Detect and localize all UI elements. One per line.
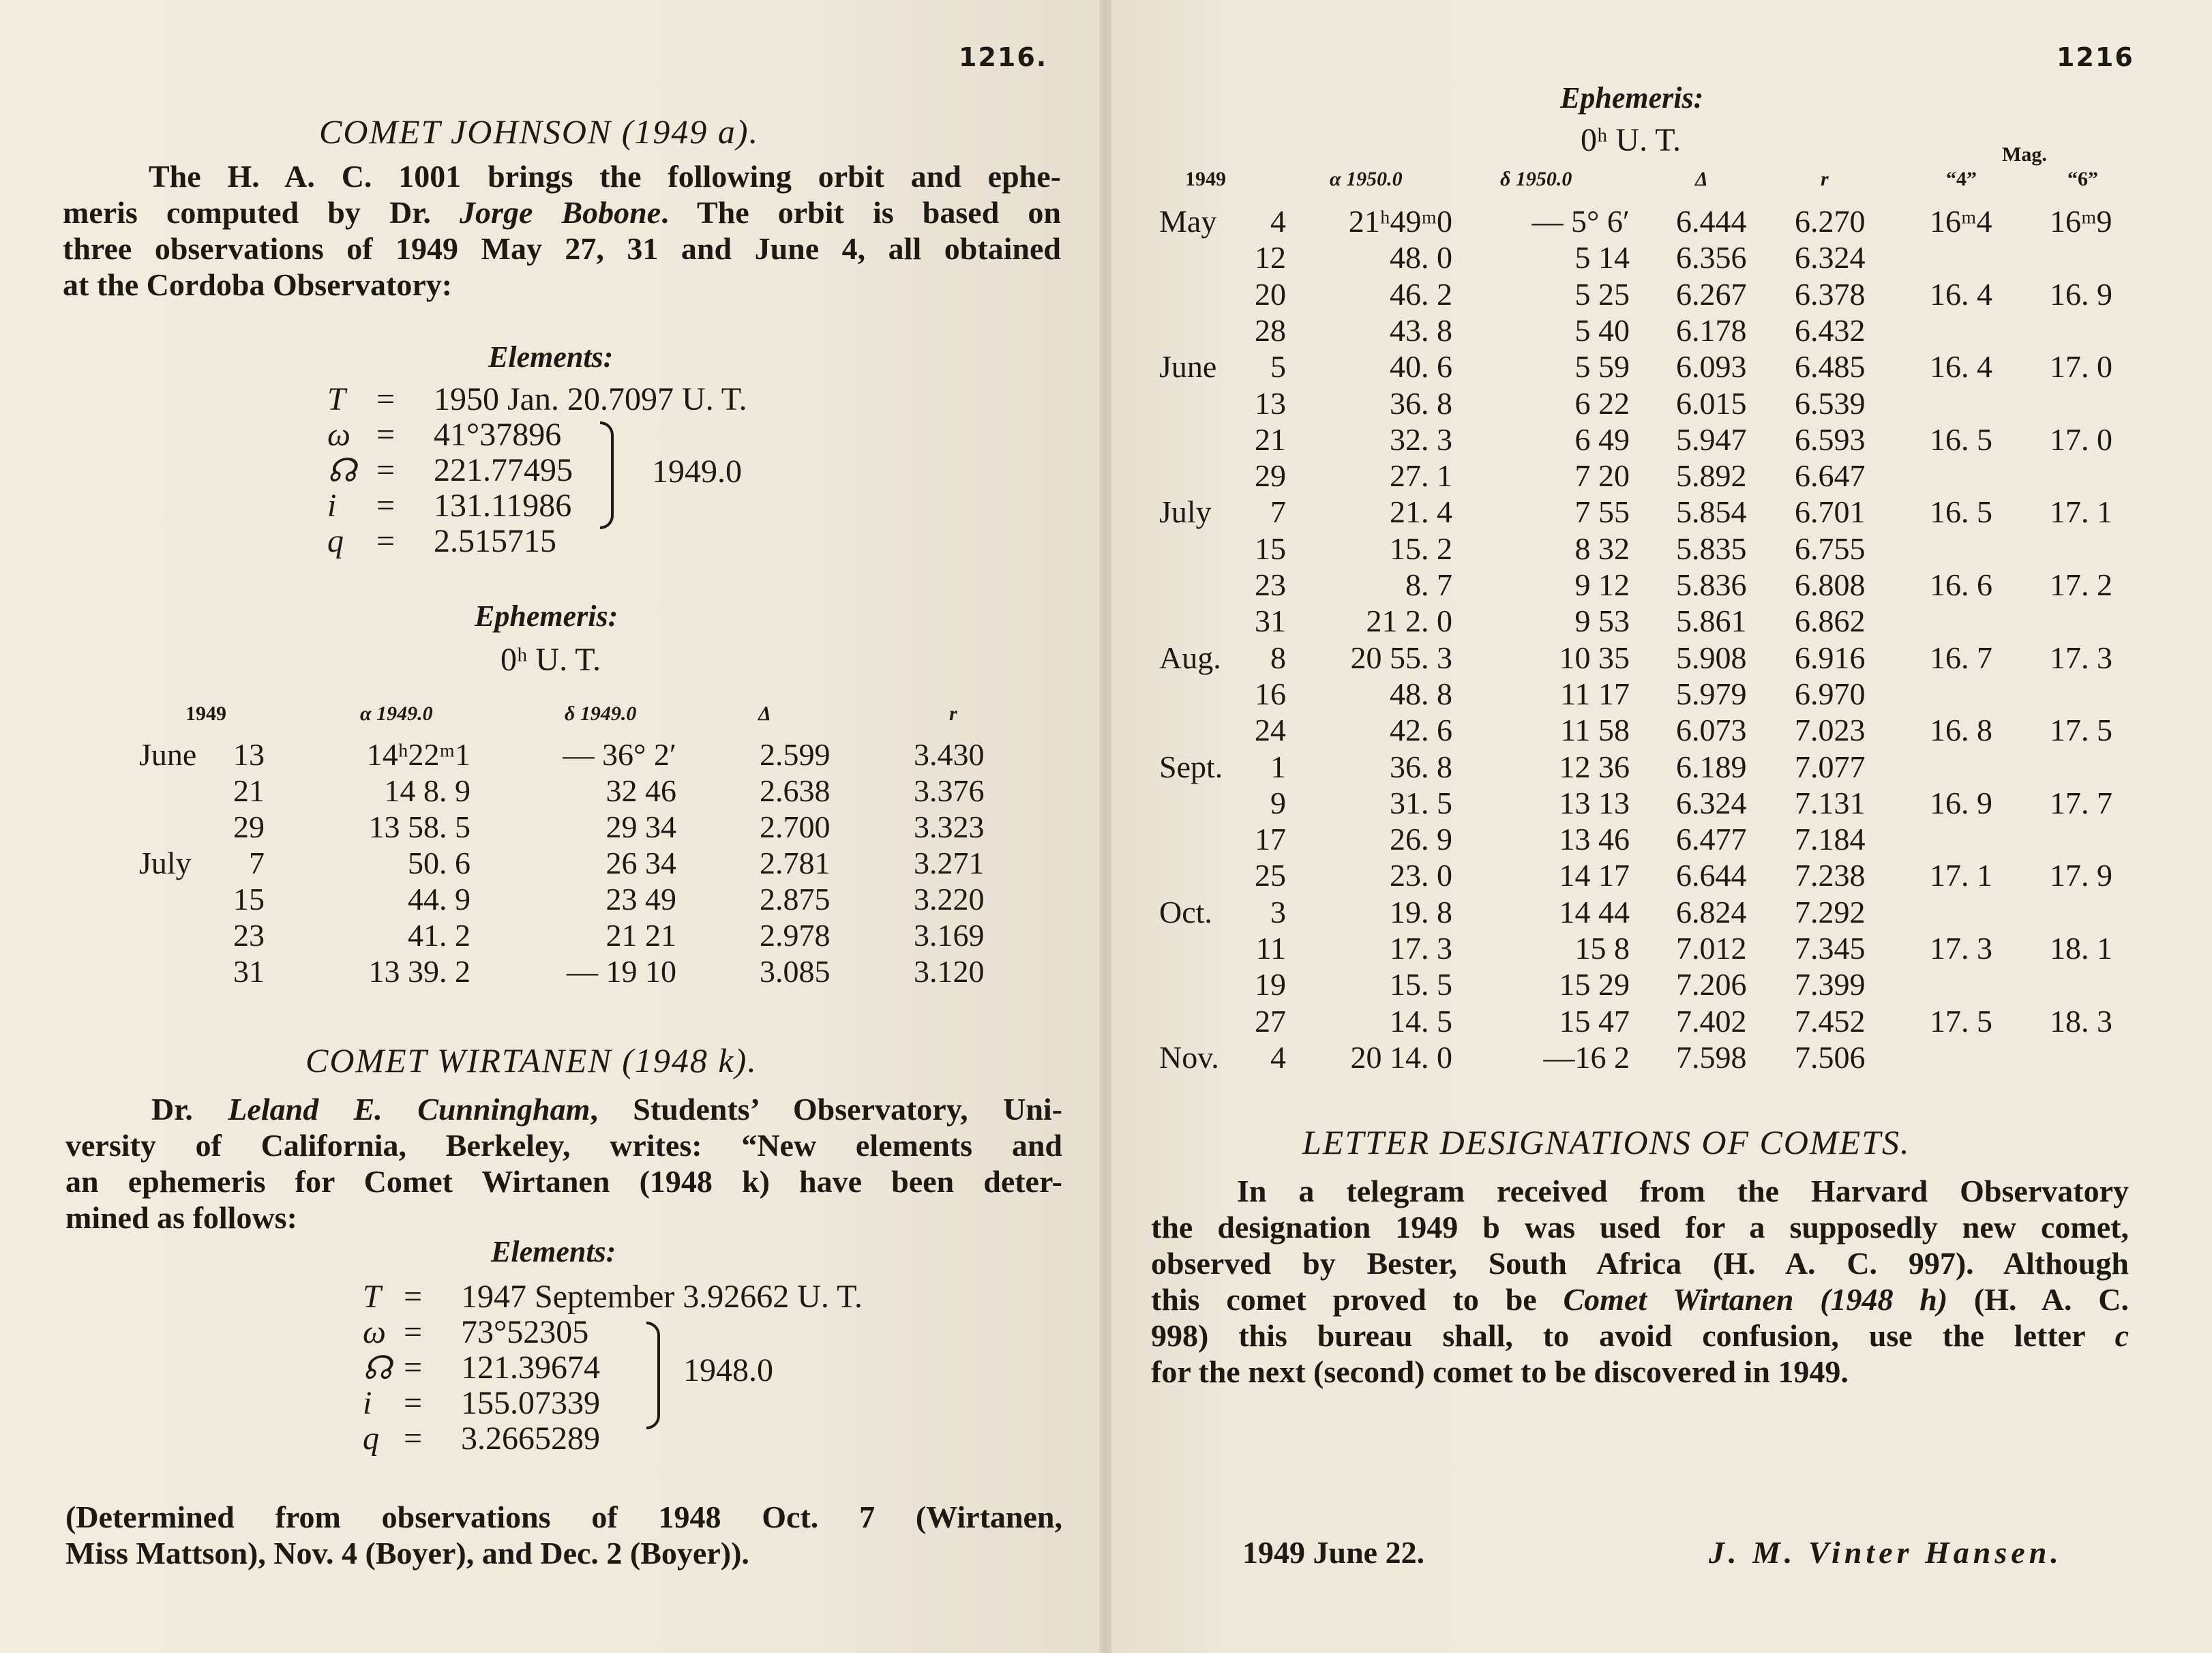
element-value: 155.07339 (461, 1385, 600, 1421)
delta-cell: 2.700 (760, 809, 831, 844)
month-cell: June (1159, 349, 1217, 385)
ra-cell: 36. 8 (1390, 385, 1452, 421)
johnson-ephemeris-title: Ephemeris: (475, 599, 618, 633)
mag6-cell: 16ᵐ9 (2050, 204, 2112, 239)
r-cell: 7.399 (1795, 967, 1866, 1002)
wirtanen-elements-title: Elements: (491, 1235, 616, 1268)
ra-cell: 32. 3 (1390, 421, 1452, 457)
r-cell: 6.270 (1795, 204, 1866, 239)
dec-cell: 5 14 (1574, 240, 1630, 276)
dec-cell: 13 13 (1559, 785, 1630, 820)
delta-cell: 7.012 (1676, 931, 1747, 966)
magnitude-label: Mag. (2002, 143, 2047, 166)
day-cell: 23 (1255, 567, 1286, 602)
book-gutter (1099, 0, 1111, 1653)
dec-cell: 12 36 (1559, 749, 1630, 784)
table-header: α 1949.0 (360, 702, 433, 725)
johnson-equinox: 1949.0 (652, 453, 742, 490)
wirtanen-equinox: 1948.0 (683, 1352, 773, 1388)
text-run: this comet proved to be (1151, 1282, 1564, 1317)
r-cell: 6.539 (1795, 385, 1866, 421)
r-cell: 7.292 (1795, 894, 1866, 929)
ra-cell: 50. 6 (408, 846, 470, 880)
r-cell: 6.808 (1795, 567, 1866, 602)
element-symbol: ω (363, 1314, 386, 1350)
delta-cell: 2.875 (760, 882, 831, 917)
delta-cell: 6.073 (1676, 713, 1747, 748)
italic-text: c (2114, 1318, 2129, 1353)
dec-cell: 15 8 (1574, 931, 1630, 966)
ephemeris-title: Ephemeris: (1560, 81, 1704, 115)
text-run: the designation 1949 b was used for a supposedly new comet, (1151, 1210, 2129, 1245)
r-cell: 7.238 (1795, 858, 1866, 893)
mag4-cell: 17. 3 (1930, 931, 1992, 966)
text-run: In a telegram received from the Harvard Observatory (1237, 1174, 2129, 1208)
paragraph-line (63, 194, 1061, 230)
day-cell: 12 (1255, 240, 1286, 276)
element-symbol: T (327, 381, 346, 417)
dec-cell: — 19 10 (567, 954, 676, 989)
delta-cell: 6.356 (1676, 240, 1747, 276)
wirtanen-note (65, 1499, 1062, 1571)
dec-cell: 8 32 (1574, 531, 1630, 566)
r-cell: 6.701 (1795, 494, 1866, 530)
table-header: r (1821, 168, 1829, 190)
dec-cell: 9 12 (1574, 567, 1630, 602)
delta-cell: 2.638 (760, 773, 831, 808)
table-header: “6” (2067, 168, 2098, 190)
dec-cell: 7 55 (1574, 494, 1630, 530)
mag4-cell: 16. 7 (1930, 640, 1992, 675)
mag4-cell: 16. 9 (1930, 785, 1992, 820)
dec-cell: 5 25 (1574, 276, 1630, 312)
ra-cell: 42. 6 (1390, 713, 1452, 748)
r-cell: 7.131 (1795, 785, 1866, 820)
paragraph-line (65, 1163, 1062, 1200)
delta-cell: 6.324 (1676, 785, 1747, 820)
element-symbol: ω (327, 417, 350, 453)
mag6-cell: 16. 9 (2050, 276, 2112, 312)
paragraph-line (63, 158, 1061, 194)
paragraph-line (1151, 1245, 2129, 1281)
mag6-cell: 17. 2 (2050, 567, 2112, 602)
element-symbol: q (327, 523, 344, 559)
day-cell: 15 (1255, 531, 1286, 566)
delta-cell: 2.978 (760, 918, 831, 953)
dec-cell: — 36° 2′ (563, 737, 676, 772)
day-cell: 1 (1270, 749, 1286, 784)
italic-text: Comet Wirtanen (1948 h) (1563, 1282, 1948, 1317)
delta-cell: 3.085 (760, 954, 831, 989)
ra-cell: 41. 2 (408, 918, 470, 953)
ra-cell: 21. 4 (1390, 494, 1452, 530)
dec-cell: 11 58 (1560, 713, 1630, 748)
mag4-cell: 16ᵐ4 (1930, 204, 1992, 239)
equals-sign: = (404, 1350, 423, 1386)
r-cell: 3.169 (914, 918, 985, 953)
mag4-cell: 16. 4 (1930, 349, 1992, 385)
dec-cell: — 5° 6′ (1531, 204, 1630, 239)
day-cell: 21 (1255, 421, 1286, 457)
ra-cell: 20 14. 0 (1350, 1039, 1452, 1075)
ra-cell: 14 8. 9 (384, 773, 470, 808)
r-cell: 7.077 (1795, 749, 1866, 784)
element-symbol: ☊ (363, 1350, 392, 1386)
dec-cell: 5 59 (1574, 349, 1630, 385)
dec-cell: 10 35 (1559, 640, 1630, 675)
ra-cell: 48. 0 (1390, 240, 1452, 276)
day-cell: 7 (249, 846, 265, 880)
paragraph-line (1151, 1173, 2129, 1209)
dec-cell: 13 46 (1559, 822, 1630, 857)
equals-sign: = (404, 1385, 423, 1421)
ra-cell: 21ʰ49ᵐ0 (1348, 204, 1452, 239)
mag6-cell: 18. 3 (2050, 1003, 2112, 1039)
day-cell: 8 (1270, 640, 1286, 675)
table-header: δ 1950.0 (1500, 168, 1572, 190)
day-cell: 3 (1270, 894, 1286, 929)
ra-cell: 21 2. 0 (1366, 604, 1452, 639)
element-symbol: i (327, 488, 337, 524)
month-cell: May (1159, 204, 1217, 239)
ra-cell: 14. 5 (1390, 1003, 1452, 1039)
dec-cell: 29 34 (606, 809, 676, 844)
mag6-cell: 17. 1 (2050, 494, 2112, 530)
signature: J. M. Vinter Hansen. (1709, 1535, 2063, 1570)
dec-cell: 11 17 (1560, 676, 1630, 711)
mag4-cell: 17. 1 (1930, 858, 1992, 893)
day-cell: 7 (1270, 494, 1286, 530)
text-run: an ephemeris for Comet Wirtanen (1948 k) have been deter- (65, 1164, 1062, 1199)
r-cell: 6.862 (1795, 604, 1866, 639)
element-value: 1947 September 3.92662 U. T. (461, 1279, 863, 1315)
r-cell: 3.220 (914, 882, 985, 917)
element-value: 2.515715 (434, 523, 556, 559)
equinox-brace (646, 1322, 660, 1429)
delta-cell: 5.908 (1676, 640, 1747, 675)
dec-cell: 26 34 (606, 846, 676, 880)
ra-cell: 15. 2 (1390, 531, 1452, 566)
element-symbol: ☊ (327, 453, 357, 489)
delta-cell: 2.781 (760, 846, 831, 880)
delta-cell: 5.979 (1676, 676, 1747, 711)
r-cell: 3.430 (914, 737, 985, 772)
paragraph-line (1151, 1209, 2129, 1245)
paragraph-line (65, 1127, 1062, 1163)
equals-sign: = (376, 381, 395, 417)
element-value: 41°37896 (434, 417, 562, 453)
r-cell: 6.485 (1795, 349, 1866, 385)
r-cell: 3.323 (914, 809, 985, 844)
table-header: 1949 (1185, 168, 1226, 190)
mag4-cell: 16. 8 (1930, 713, 1992, 748)
text-run: 998) this bureau shall, to avoid confusion, use the letter (1151, 1318, 2115, 1353)
element-value: 73°52305 (461, 1314, 589, 1350)
italic-text: Jorge Bobone (460, 195, 661, 230)
r-cell: 7.345 (1795, 931, 1866, 966)
paragraph-line (1151, 1317, 2129, 1354)
table-header: α 1950.0 (1330, 168, 1403, 190)
paragraph-line (65, 1200, 1062, 1236)
ra-cell: 31. 5 (1390, 785, 1452, 820)
r-cell: 6.647 (1795, 458, 1866, 494)
page-number: 1216. (959, 42, 1048, 72)
dec-cell: 15 47 (1559, 1003, 1630, 1039)
element-value: 131.11986 (434, 488, 572, 524)
left-page (0, 0, 1099, 1653)
dec-cell: 6 22 (1574, 385, 1630, 421)
text-run: , Students’ Observatory, Uni- (590, 1092, 1062, 1127)
day-cell: 4 (1270, 1039, 1286, 1075)
dec-cell: 9 53 (1574, 604, 1630, 639)
wirtanen-paragraph (65, 1091, 1062, 1236)
r-cell: 6.378 (1795, 276, 1866, 312)
letters-title: LETTER DESIGNATIONS OF COMETS. (1302, 1123, 1911, 1161)
text-run: meris computed by Dr. (63, 195, 460, 230)
r-cell: 6.324 (1795, 240, 1866, 276)
day-cell: 31 (233, 954, 265, 989)
ra-cell: 20 55. 3 (1350, 640, 1452, 675)
ra-cell: 26. 9 (1390, 822, 1452, 857)
day-cell: 27 (1255, 1003, 1286, 1039)
mag4-cell: 16. 5 (1930, 494, 1992, 530)
text-run: mined as follows: (65, 1200, 297, 1235)
delta-cell: 5.892 (1676, 458, 1747, 494)
dec-cell: 14 17 (1559, 858, 1630, 893)
right-page (1111, 0, 2212, 1653)
day-cell: 25 (1255, 858, 1286, 893)
month-cell: Aug. (1159, 640, 1221, 675)
equals-sign: = (376, 417, 395, 453)
note-line: Miss Mattson), Nov. 4 (Boyer), and Dec. 2 (Boyer)). (65, 1536, 749, 1570)
table-header: δ 1949.0 (565, 702, 637, 725)
delta-cell: 5.947 (1676, 421, 1747, 457)
day-cell: 19 (1255, 967, 1286, 1002)
delta-cell: 5.836 (1676, 567, 1747, 602)
element-symbol: i (363, 1385, 372, 1421)
text-run: versity of California, Berkeley, writes: “New elements and (65, 1128, 1062, 1163)
ra-cell: 40. 6 (1390, 349, 1452, 385)
page-number: 1216 (2057, 42, 2134, 72)
element-symbol: T (363, 1279, 381, 1315)
mag6-cell: 17. 5 (2050, 713, 2112, 748)
day-cell: 11 (1255, 931, 1286, 966)
r-cell: 7.506 (1795, 1039, 1866, 1075)
equals-sign: = (376, 452, 395, 488)
mag4-cell: 17. 5 (1930, 1003, 1992, 1039)
dec-cell: 32 46 (606, 773, 676, 808)
text-run: three observations of 1949 May 27, 31 and June 4, all obtained (63, 231, 1061, 266)
delta-cell: 6.644 (1676, 858, 1747, 893)
italic-text: Leland E. Cunningham (228, 1092, 591, 1127)
text-run: observed by Bester, South Africa (H. A. C. 997). Although (1151, 1246, 2129, 1281)
element-value: 1950 Jan. 20.7097 U. T. (434, 381, 747, 417)
ra-cell: 36. 8 (1390, 749, 1452, 784)
day-cell: 24 (1255, 713, 1286, 748)
day-cell: 29 (1255, 458, 1286, 494)
delta-cell: 7.402 (1676, 1003, 1747, 1039)
table-header: 1949 (185, 702, 226, 725)
delta-cell: 5.854 (1676, 494, 1747, 530)
element-symbol: q (363, 1420, 379, 1457)
ra-cell: 8. 7 (1405, 567, 1452, 602)
delta-cell: 6.189 (1676, 749, 1747, 784)
dec-cell: —16 2 (1543, 1039, 1630, 1075)
day-cell: 31 (1255, 604, 1286, 639)
equals-sign: = (376, 523, 395, 559)
ra-cell: 43. 8 (1390, 312, 1452, 348)
element-value: 3.2665289 (461, 1420, 600, 1457)
dec-cell: 15 29 (1559, 967, 1630, 1002)
equals-sign: = (404, 1279, 423, 1315)
month-cell: Oct. (1159, 894, 1212, 929)
note-line: (Determined from observations of 1948 Oct. 7 (Wirtanen, (65, 1500, 1062, 1534)
text-run: (H. A. C. (1947, 1282, 2129, 1317)
day-cell: 29 (233, 809, 265, 844)
month-cell: July (1159, 494, 1212, 530)
delta-cell: 7.206 (1676, 967, 1747, 1002)
mag6-cell: 17. 0 (2050, 349, 2112, 385)
ra-cell: 44. 9 (408, 882, 470, 917)
ra-cell: 23. 0 (1390, 858, 1452, 893)
day-cell: 9 (1270, 785, 1286, 820)
delta-cell: 6.178 (1676, 312, 1747, 348)
ra-cell: 14ʰ22ᵐ1 (366, 737, 470, 772)
delta-cell: 6.444 (1676, 204, 1747, 239)
r-cell: 3.271 (914, 846, 985, 880)
paragraph-line (63, 267, 1061, 303)
table-header: r (949, 702, 957, 725)
delta-cell: 6.267 (1676, 276, 1747, 312)
text-run: The H. A. C. 1001 brings the following orbit and ephe- (149, 159, 1061, 194)
month-cell: Nov. (1159, 1039, 1219, 1075)
dec-cell: 14 44 (1559, 894, 1630, 929)
paragraph-line (65, 1091, 1062, 1127)
equals-sign: = (404, 1420, 423, 1457)
r-cell: 6.432 (1795, 312, 1866, 348)
mag6-cell: 17. 7 (2050, 785, 2112, 820)
delta-cell: 6.477 (1676, 822, 1747, 857)
ra-cell: 15. 5 (1390, 967, 1452, 1002)
delta-cell: 2.599 (760, 737, 831, 772)
ra-cell: 13 39. 2 (368, 954, 470, 989)
mag6-cell: 18. 1 (2050, 931, 2112, 966)
table-header: “4” (1946, 168, 1977, 190)
element-value: 221.77495 (434, 452, 573, 488)
text-run: for the next (second) comet to be discovered in 1949. (1151, 1354, 1849, 1389)
ephemeris-time: 0ʰ U. T. (1581, 122, 1681, 158)
ra-cell: 19. 8 (1390, 894, 1452, 929)
ra-cell: 46. 2 (1390, 276, 1452, 312)
delta-cell: 5.835 (1676, 531, 1747, 566)
delta-cell: 7.598 (1676, 1039, 1747, 1075)
day-cell: 4 (1270, 204, 1286, 239)
delta-cell: 6.093 (1676, 349, 1747, 385)
mag4-cell: 16. 6 (1930, 567, 1992, 602)
text-run: . The orbit is based on (661, 195, 1061, 230)
day-cell: 28 (1255, 312, 1286, 348)
equals-sign: = (376, 488, 395, 524)
text-run: Dr. (151, 1092, 228, 1127)
day-cell: 17 (1255, 822, 1286, 857)
mag4-cell: 16. 5 (1930, 421, 1992, 457)
r-cell: 7.184 (1795, 822, 1866, 857)
ra-cell: 17. 3 (1390, 931, 1452, 966)
dec-cell: 23 49 (606, 882, 676, 917)
johnson-ephemeris-time: 0ʰ U. T. (500, 642, 601, 678)
r-cell: 6.970 (1795, 676, 1866, 711)
date-line: 1949 June 22. (1242, 1535, 1425, 1570)
mag6-cell: 17. 0 (2050, 421, 2112, 457)
mag6-cell: 17. 3 (2050, 640, 2112, 675)
ra-cell: 13 58. 5 (368, 809, 470, 844)
day-cell: 13 (233, 737, 265, 772)
dec-cell: 5 40 (1574, 312, 1630, 348)
day-cell: 16 (1255, 676, 1286, 711)
letters-paragraph (1151, 1173, 2129, 1390)
dec-cell: 6 49 (1574, 421, 1630, 457)
dec-cell: 21 21 (606, 918, 676, 953)
paragraph-line (63, 230, 1061, 267)
equinox-brace (600, 421, 614, 529)
r-cell: 3.120 (914, 954, 985, 989)
johnson-elements-title: Elements: (488, 340, 614, 374)
month-cell: June (139, 737, 197, 772)
r-cell: 6.755 (1795, 531, 1866, 566)
delta-cell: 5.861 (1676, 604, 1747, 639)
day-cell: 5 (1270, 349, 1286, 385)
month-cell: July (139, 846, 192, 880)
wirtanen-title: COMET WIRTANEN (1948 k). (305, 1041, 758, 1079)
dec-cell: 7 20 (1574, 458, 1630, 494)
day-cell: 13 (1255, 385, 1286, 421)
mag4-cell: 16. 4 (1930, 276, 1992, 312)
delta-cell: 6.824 (1676, 894, 1747, 929)
paragraph-line (1151, 1354, 2129, 1390)
day-cell: 15 (233, 882, 265, 917)
r-cell: 6.593 (1795, 421, 1866, 457)
r-cell: 3.376 (914, 773, 985, 808)
element-value: 121.39674 (461, 1350, 600, 1386)
r-cell: 7.452 (1795, 1003, 1866, 1039)
table-header: Δ (758, 702, 771, 725)
mag6-cell: 17. 9 (2050, 858, 2112, 893)
johnson-paragraph (63, 158, 1061, 303)
johnson-title: COMET JOHNSON (1949 a). (319, 113, 760, 151)
ra-cell: 48. 8 (1390, 676, 1452, 711)
month-cell: Sept. (1159, 749, 1223, 784)
text-run: at the Cordoba Observatory: (63, 267, 453, 302)
ra-cell: 27. 1 (1390, 458, 1452, 494)
paragraph-line (1151, 1281, 2129, 1317)
r-cell: 7.023 (1795, 713, 1866, 748)
r-cell: 6.916 (1795, 640, 1866, 675)
day-cell: 21 (233, 773, 265, 808)
day-cell: 20 (1255, 276, 1286, 312)
day-cell: 23 (233, 918, 265, 953)
table-header: Δ (1695, 168, 1708, 190)
delta-cell: 6.015 (1676, 385, 1747, 421)
equals-sign: = (404, 1314, 423, 1350)
